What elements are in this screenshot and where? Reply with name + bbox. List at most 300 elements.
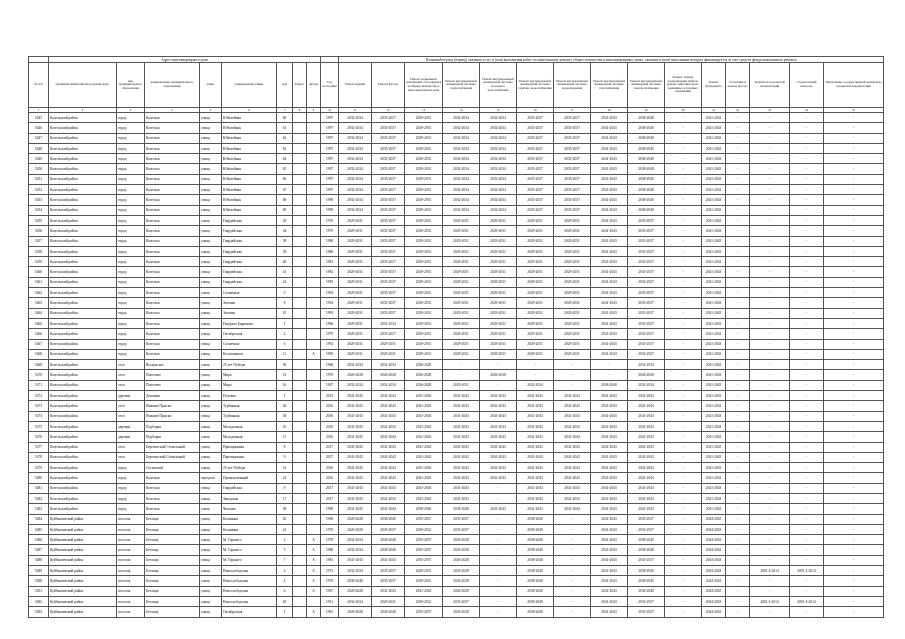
table-cell: 2032-2034 [443,185,480,195]
table-cell: 2032-2034 [480,154,517,164]
table-cell: 2026-2028 [443,586,480,596]
table-cell: - [665,421,702,431]
table-cell [293,267,307,277]
table-cell: - [480,360,517,370]
table-cell: 5467 [29,339,49,349]
table-row [29,205,884,215]
table-cell: - [665,596,702,606]
table-cell: Козельск [145,318,200,328]
table-cell [293,596,307,606]
table-cell: 1997 [321,185,339,195]
table-cell: - [480,535,517,545]
table-cell: - [726,596,750,606]
table-cell: улица [200,133,222,143]
table-cell: - [750,370,790,380]
table-cell: 2038-2040 [628,566,665,576]
table-cell: 2035-2037 [405,514,443,524]
table-cell: улица [200,545,222,555]
table-cell: А [307,555,321,565]
table-cell [293,277,307,287]
table-row [29,360,884,370]
table-cell [307,174,321,184]
table-cell: улица [200,535,222,545]
table-cell: 5448 [29,143,49,153]
table-cell: 2041-2043 [591,185,628,195]
table-cell: 2029-2031 [554,257,591,267]
table-cell: город [117,483,145,493]
table-cell: 2038-2040 [628,113,665,123]
table-cell: 2035-2037 [517,113,554,123]
table-cell: 2029-2031 [480,267,517,277]
table-cell: 2041-2043 [591,267,628,277]
table-cell: 2032-2034 [480,133,517,143]
table-cell: Козельский район [49,463,117,473]
table-cell: 1961 [321,607,339,617]
table-cell: 1997 [321,164,339,174]
table-cell: 2029-2031 [443,339,480,349]
table-cell: Козельский район [49,360,117,370]
table-cell: - [790,483,824,493]
table-row [29,318,884,328]
table-cell: 2029-2031 [405,185,443,195]
table-cell: - [726,545,750,555]
table-cell: 2041-2043 [591,566,628,576]
table-cell: 2029-2031 [554,236,591,246]
table-cell: 2038-2040 [591,380,628,390]
table-cell: - [726,421,750,431]
table-cell: 2041-2043 [591,535,628,545]
table-cell: город [117,133,145,143]
table-cell: - [726,288,750,298]
table-cell [307,421,321,431]
table-cell: 2035-2037 [372,143,405,153]
table-cell: село [117,380,145,390]
table-cell: поселок [117,545,145,555]
table-cell: М. Горького [222,545,277,555]
table-cell: 2035-2037 [554,164,591,174]
table-cell: 22 [277,473,293,483]
table-cell: город [117,215,145,225]
table-cell: 2038-2040 [628,576,665,586]
table-cell: 2038-2040 [628,174,665,184]
table-cell: 5 [277,288,293,298]
table-cell: - [726,566,750,576]
table-cell: 11 [277,432,293,442]
table-cell: 1981 [321,555,339,565]
table-cell: 2026-2028 [339,524,372,534]
table-cell: 2041-2043 [628,432,665,442]
column-number: 22 [726,108,750,113]
table-row [29,349,884,359]
table-cell: - [726,329,750,339]
table-cell: Козельский район [49,493,117,503]
table-cell: Новослободская [222,586,277,596]
table-cell: 5454 [29,205,49,215]
table-cell: улица [200,483,222,493]
table-cell: Юбилейная [222,164,277,174]
table-cell: - [726,514,750,524]
table-cell: - [726,185,750,195]
column-header: улица [200,63,222,108]
column-number: 9 [307,108,321,113]
table-cell [307,596,321,606]
table-cell: 2032-2034 [339,535,372,545]
table-cell: 2029-2031 [339,246,372,256]
table-cell: 2035-2037 [628,555,665,565]
table-cell: Куйбышевский район [49,586,117,596]
table-cell: 2038-2040 [628,154,665,164]
table-cell: деревня [117,421,145,431]
table-cell: - [824,236,884,246]
table-cell [293,514,307,524]
table-cell: Попелево [145,370,200,380]
table-cell: 5486 [29,535,49,545]
table-cell: 2041-2043 [554,411,591,421]
table-cell: 2044-2043 [702,607,726,617]
table-cell: Гвардейская [222,246,277,256]
table-cell: 2035-2037 [554,205,591,215]
table-cell: 1992 [321,339,339,349]
table-cell: - [443,370,480,380]
table-cell: 2041-2043 [554,391,591,401]
table-cell: - [665,576,702,586]
table-cell: - [665,195,702,205]
table-cell: А [307,545,321,555]
column-header-row [29,63,884,108]
table-cell: - [750,463,790,473]
table-cell: - [726,483,750,493]
table-cell: 2041-2043 [702,329,726,339]
table-cell: Зеленая [222,308,277,318]
table-cell: улица [200,277,222,287]
table-cell: 2029-2031 [480,277,517,287]
table-cell: - [790,607,824,617]
table-cell: 2041-2043 [443,493,480,503]
table-row [29,308,884,318]
table-cell: 2035-2037 [372,133,405,143]
table-cell: - [726,360,750,370]
table-cell: 1970 [321,370,339,380]
table-cell: 2035-2037 [443,524,480,534]
table-cell: 1969 [321,504,339,514]
table-cell: 41 [277,267,293,277]
table-cell: Мира [222,370,277,380]
table-cell: 64 [277,154,293,164]
table-cell: - [750,174,790,184]
table-cell: 2041-2043 [372,421,405,431]
table-cell: 2029-2031 [480,226,517,236]
table-cell: 5470 [29,370,49,380]
table-cell: 2041-2043 [628,452,665,462]
table-cell: 2041-2043 [702,421,726,431]
table-cell: 2041-2043 [405,452,443,462]
table-cell [293,545,307,555]
column-number: 7 [277,108,293,113]
table-cell [293,236,307,246]
table-cell: 2038-2040 [517,607,554,617]
table-cell: Козельск [145,349,200,359]
table-cell: 5489 [29,566,49,576]
table-cell: 2041-2043 [628,442,665,452]
table-cell: 2035-2037 [372,154,405,164]
table-cell: Козельский район [49,370,117,380]
table-cell: улица [200,154,222,164]
table-cell: - [790,308,824,318]
table-cell: - [790,174,824,184]
table-cell: поселок [117,566,145,576]
table-cell: - [726,411,750,421]
table-cell: 2041-2043 [443,483,480,493]
table-row [29,524,884,534]
table-cell: Козельск [145,339,200,349]
table-cell: 2032-2034 [443,195,480,205]
table-cell: - [750,493,790,503]
table-cell: 2041-2043 [702,463,726,473]
table-cell: - [824,545,884,555]
table-cell: 8 [277,298,293,308]
table-cell: город [117,257,145,267]
table-cell: 2041-2043 [591,226,628,236]
table-cell: - [824,576,884,586]
table-cell: Козельский район [49,226,117,236]
table-cell: 2041-2043 [480,442,517,452]
table-row [29,391,884,401]
table-cell: - [824,586,884,596]
table-cell: 2041-2043 [443,473,480,483]
table-cell: 2016 [321,432,339,442]
column-header: Разработка проектной документации [750,63,790,108]
table-cell: - [554,576,591,586]
table-cell: - [790,391,824,401]
table-cell: город [117,277,145,287]
table-cell: 2038-2040 [372,535,405,545]
table-cell: - [480,586,517,596]
table-cell: 2029-2031 [339,267,372,277]
table-cell: 5452 [29,185,49,195]
table-cell: 2026-2028 [372,370,405,380]
table-cell: 2041-2043 [517,442,554,452]
table-cell: 1999 [321,205,339,215]
table-cell: Козельский район [49,349,117,359]
table-cell: 2035-2037 [517,154,554,164]
table-cell: 2041-2043 [702,401,726,411]
table-cell: 1969 [321,514,339,524]
table-cell: 2029-2031 [339,277,372,287]
table-cell: 2041-2043 [517,391,554,401]
table-cell: 2035-2037 [628,596,665,606]
table-cell: 2041-2043 [591,596,628,606]
table-cell: 48 [277,504,293,514]
table-cell [307,267,321,277]
table-cell: город [117,246,145,256]
table-cell: 2029-2031 [517,288,554,298]
column-number: 6 [222,108,277,113]
table-cell: улица [200,411,222,421]
table-cell: 2032-2034 [339,164,372,174]
table-cell: 2026-2028 [443,545,480,555]
table-cell: улица [200,174,222,184]
table-cell [307,277,321,287]
table-cell: 2041-2043 [480,452,517,462]
table-cell: деревня [117,432,145,442]
column-header: Ремонт внутридомовой инженерной системы теплоснабжения [443,63,480,108]
table-cell: поселок [117,576,145,586]
table-cell: город [117,236,145,246]
table-cell: 2029-2031 [405,267,443,277]
table-cell: 2029-2031 [405,596,443,606]
table-cell: - [790,288,824,298]
table-cell: 2029-2031 [443,349,480,359]
table-cell [307,288,321,298]
table-cell: - [480,576,517,586]
table-cell [293,113,307,123]
table-cell: - [554,566,591,576]
table-cell: улица [200,360,222,370]
table-cell: Козельск [145,329,200,339]
table-cell: 2041-2043 [443,401,480,411]
table-cell: - [665,185,702,195]
table-cell: поселок [117,524,145,534]
table-cell: 8 [277,442,293,452]
table-cell: Попелево [145,380,200,390]
table-cell: 2041-2043 [339,463,372,473]
table-cell: - [665,215,702,225]
table-cell: - [790,370,824,380]
table-cell: Калинина [222,524,277,534]
table-cell: 5474 [29,411,49,421]
table-cell: Новослободская [222,596,277,606]
table-cell: 5456 [29,226,49,236]
table-cell: 2026-2028 [628,370,665,380]
table-cell: 2041-2043 [591,473,628,483]
table-cell: 2029-2031 [405,174,443,184]
table-cell: - [790,524,824,534]
table-cell: Октябрьская [222,607,277,617]
table-cell: 2029-2031 [443,380,480,390]
table-cell: 2029-2031 [480,257,517,267]
table-cell: 2044-2043 [702,514,726,524]
table-cell: - [790,411,824,421]
table-cell: Нижние Прыски [145,401,200,411]
table-cell: 2026-2028 [480,370,517,380]
table-cell: Юбилейная [222,195,277,205]
table-cell: - [665,566,702,576]
table-cell: 2041-2043 [339,432,372,442]
table-cell: 2029-2031 [517,318,554,328]
table-cell [293,339,307,349]
table-cell: - [665,349,702,359]
table-cell: - [665,586,702,596]
table-cell: 2041-2043 [591,133,628,143]
table-cell: 2035-2037 [554,123,591,133]
table-cell: - [750,215,790,225]
table-cell: улица [200,164,222,174]
table-cell: 2032-2034 [480,195,517,205]
table-cell: 2041-2043 [702,432,726,442]
table-cell: - [665,452,702,462]
table-cell: 2041-2043 [591,288,628,298]
table-cell: Подборки [145,421,200,431]
table-cell: 2041-2043 [702,298,726,308]
table-cell: 5483 [29,504,49,514]
table-cell: Козельский район [49,185,117,195]
table-cell: - [824,442,884,452]
table-cell: Козельский район [49,504,117,514]
table-cell: 2041-2043 [554,504,591,514]
table-cell: Козельский район [49,257,117,267]
table-cell: улица [200,298,222,308]
table-cell: 62 [277,133,293,143]
table-cell: - [790,143,824,153]
table-cell: село [117,360,145,370]
table-cell [307,370,321,380]
table-cell: 2032-2034 [339,380,372,390]
table-cell: - [665,143,702,153]
table-cell: 5481 [29,483,49,493]
table-cell: Юбилейная [222,133,277,143]
table-cell: 2032-2034 [339,154,372,164]
table-cell: 2029-2031 [554,277,591,287]
table-cell: 2041-2043 [591,483,628,493]
table-cell: 2041-2043 [702,195,726,205]
table-cell: - [665,432,702,442]
table-cell: - [750,401,790,411]
table-cell: 1980 [321,246,339,256]
table-cell: - [665,298,702,308]
table-body [29,113,884,618]
table-cell [293,215,307,225]
table-cell: 2041-2043 [702,504,726,514]
table-cell: - [824,463,884,473]
table-cell: Новослободская [222,576,277,586]
table-cell: Козельск [145,205,200,215]
table-cell: 2035-2037 [372,257,405,267]
table-cell: 2029-2031 [517,267,554,277]
table-cell: 2041-2043 [702,493,726,503]
table-cell: 2035-2037 [628,308,665,318]
table-cell: 5477 [29,442,49,452]
table-cell: - [443,360,480,370]
table-cell [293,524,307,534]
table-cell: - [726,226,750,236]
table-cell: - [750,411,790,421]
table-cell: 2041-2043 [591,205,628,215]
table-cell: Юбилейная [222,143,277,153]
table-cell: 1982 [321,267,339,277]
table-cell: - [824,164,884,174]
table-cell: - [824,226,884,236]
table-cell: поселок [117,586,145,596]
table-cell: Нижние Прыски [145,411,200,421]
table-cell: 2032-2034 [339,545,372,555]
table-cell: 2001 4-2014 [750,566,790,576]
table-cell: 2026-2028 [405,360,443,370]
table-cell: - [750,380,790,390]
table-cell: - [750,236,790,246]
table-cell: 2032-2034 [628,380,665,390]
table-cell: Бетлица [145,514,200,524]
table-cell: 2029-2031 [405,308,443,318]
table-cell: Козельск [145,493,200,503]
table-cell: - [790,339,824,349]
table-cell: Калинина [222,514,277,524]
table-row [29,267,884,277]
table-cell: 2041-2043 [480,391,517,401]
table-cell: 66 [277,174,293,184]
table-cell: Козельский район [49,277,117,287]
table-cell: 2026-2028 [405,370,443,380]
table-cell: - [726,586,750,596]
